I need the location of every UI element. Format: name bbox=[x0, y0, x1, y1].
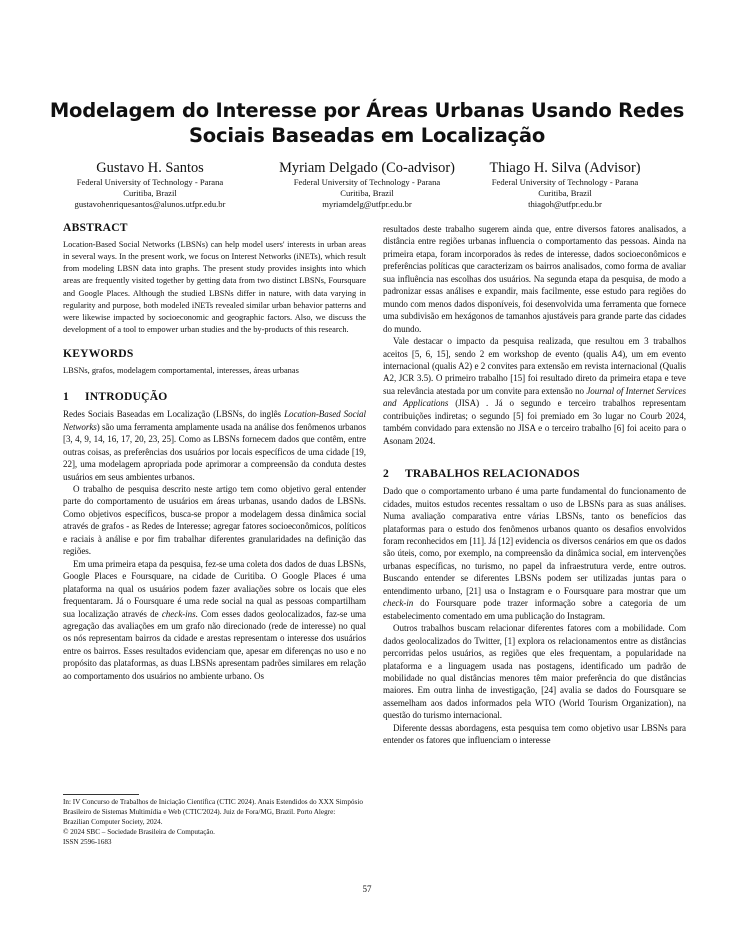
text-run: Redes Sociais Baseadas em Localização (LBSNs, do inglês bbox=[63, 409, 285, 420]
text-run: (JISA) . Já o segundo e terceiro trabalhos representam contribuições indiretas; o segundo [5] foi premiado em 3o lugar no Courb 2024, também convidado para extensão no JISA e o terceiro trabalho [6] foi aceito para o Asonam 2024. bbox=[383, 398, 686, 446]
page-number: 57 bbox=[362, 884, 372, 894]
related-paragraph-1 bbox=[383, 485, 686, 622]
text-emphasis: Location-Based Social Networks bbox=[63, 409, 366, 432]
author-name: Gustavo H. Santos bbox=[96, 160, 204, 176]
author-email: myriamdelg@utfpr.edu.br bbox=[322, 199, 412, 209]
section-number: 2 bbox=[383, 467, 389, 481]
author-email: thiagoh@utfpr.edu.br bbox=[528, 199, 602, 209]
related-paragraph-3: Diferente dessas abordagens, esta pesquisa tem como objetivo usar LBSNs para entender os fatores que influenciam o interesse bbox=[383, 722, 686, 746]
text-run: Vale destacar o impacto da pesquisa realizada, que resultou em 3 trabalhos aceitos [5, 6, 15], sendo 2 em workshop de evento (qualis A4), um em evento internacional (qualis A2) e 2 convites para extensão em revista internacional (Qualis A2, JCR 3.5). O primeiro trabalho [15] foi resultado direto da primeira etapa e teve sua relevância atestada por um convite para extensão no bbox=[383, 336, 686, 396]
section-title: INTRODUÇÃO bbox=[85, 390, 168, 404]
footnote-line: © 2024 SBC – Sociedade Brasileira de Computação. bbox=[63, 828, 215, 836]
related-paragraph-2: Outros trabalhos buscam relacionar diferentes fatores com a mobilidade. Com dados geolocalizados do Twitter, [1] explora os relacionamentos entre as distâncias percorridas pelos usuários, as regiões que eles frequentam, a popularidade na plataforma e a linguagem usada nas postagens, identificado um padrão de mobilidade no qual distâncias menores têm maior preferência do que distâncias maiores. Em outra linha de investigação, [24] avalia se dados do Foursquare se assemelham aos dados informados pela WTO (World Tourism Organization), na questão do turismo internacional. bbox=[383, 623, 686, 721]
text-emphasis: check-ins bbox=[161, 608, 196, 619]
section-1-heading bbox=[63, 390, 366, 404]
text-run: Em uma primeira etapa da pesquisa, fez-se uma coleta dos dados de duas LBSNs, Google Places e Foursquare, na cidade de Curitiba. O Google Places é uma plataforma na qual os usuários podem fazer avaliações sobre os locais que eles frequentaram. Já o Foursquare é uma rede social na qual as pessoas compartilham sua localização através de bbox=[63, 558, 366, 619]
author-affiliation: Federal University of Technology - Parana bbox=[491, 177, 639, 187]
section-2-heading bbox=[383, 467, 686, 481]
author-1 bbox=[50, 160, 250, 210]
section-title: TRABALHOS RELACIONADOS bbox=[405, 467, 580, 481]
right-column bbox=[383, 223, 686, 747]
abstract-text: Location-Based Social Networks (LBSNs) can help model users' interests in urban areas in several ways. In the present work, we focus on Interest Networks (iNETs), which result from modeling LBSN data into graphs. The present study provides insights into which areas are frequently visited together by getting data from two distinct LBSNs, Foursquare and Google Places. Although the studied LBSNs differ in nature, with data varying in regularity and purpose, both modeled iNETs revealed similar urban behavior patterns and were likewise impacted by socioeconomic and geographic factors. Also, we discuss the development of a tool to empower urban studies and the by-products of this research. bbox=[63, 240, 366, 335]
footnote-line: In: IV Concurso de Trabalhos de Iniciação Científica (CTIC 2024). Anais Estendidos do XXX Simpósio Brasileiro de Sistemas Multimídia e Web (CTIC'2024). Juiz de Fora/MG, Brazil. Porto Alegre: Brazilian Computer Society, 2024. bbox=[63, 798, 363, 826]
keywords-heading: KEYWORDS bbox=[63, 347, 134, 361]
text-run: ) são uma ferramenta amplamente usada na análise dos fenômenos urbanos [3, 4, 9, 14, 16, 17, 20, 23, 25]. Como as LBSNs fornecem dados que contêm, entre outras coisas, as preferências dos usuários por locais específicos de uma cidade [19, 22], uma modelagem apropriada pode aprimorar a compreensão da conduta destes usuários em seus ambientes urbanos. bbox=[63, 421, 366, 482]
author-city: Curitiba, Brazil bbox=[123, 188, 177, 198]
intro-paragraph-5 bbox=[383, 335, 686, 447]
left-column bbox=[63, 221, 366, 682]
intro-paragraph-4: resultados deste trabalho sugerem ainda que, entre diversos fatores analisados, a distância entre regiões urbanas influencia o comportamento das pessoas. Ainda na primeira etapa, foram incorporados às redes de interesse, dados socioeconômicos e preferências políticas que caracterizam os bairros analisados, como forma de avaliar sua influência nas escolhas dos usuários. Na segunda etapa da pesquisa, de modo a padronizar essas análises e expandir, mais facilmente, esse estudo para regiões do mundo com menos dados disponíveis, foi desenvolvida uma ferramenta que fornece uma subdivisão em hexágonos de tamanhos ajustáveis para grande parte das cidades do mundo. bbox=[383, 224, 686, 334]
footnote-line: ISSN 2596-1683 bbox=[63, 838, 112, 846]
text-run: Dado que o comportamento urbano é uma parte fundamental do funcionamento de cidades, muitos estudos recentes ressaltam o uso de LBSNs para as suas análises. Numa avaliação comparativa entre várias LBSNs, tanto os benefícios das plataformas para o estudo dos fenômenos urbanos quanto os desafios envolvidos foram reconhecidos em [11]. Já [12] evidencia os diversos cenários em que os dados são úteis, como, por exemplo, na compreensão da dinâmica social, em intervenções urbanas específicas, no turismo, no papel da infraestrutura verde, entre outros. Buscando entender se diferentes LBSNs podem ser utilizadas juntas para o entendimento urbano, [21] usa o Instagram e o Foursquare para mostrar que um bbox=[383, 486, 686, 596]
text-run: do Foursquare pode trazer informação sobre a categoria de um estabelecimento comentado em uma publicação do Instagram. bbox=[383, 598, 686, 621]
author-email: gustavohenriquesantos@alunos.utfpr.edu.br bbox=[74, 199, 226, 209]
text-emphasis: Journal of Internet Services and Applications bbox=[383, 385, 686, 409]
footnote bbox=[63, 797, 363, 847]
author-name: Thiago H. Silva (Advisor) bbox=[489, 160, 641, 176]
author-city: Curitiba, Brazil bbox=[340, 188, 394, 198]
text-run: . Com esses dados geolocalizados, faz-se uma agregação das avaliações em um grafo não direcionado (rede de interesse) no qual os nós representam bairros da cidade e arestas representam o interesse dos usuários entre os bairros. Esses resultados evidenciam que, apesar em diferenças no uso e no propósito das plataformas, as duas LBSNs apresentam padrões similares em relação ao comportamento dos usuários no ambiente urbano. Os bbox=[63, 608, 366, 681]
author-name: Myriam Delgado (Co-advisor) bbox=[279, 160, 455, 176]
keywords-text: LBSNs, grafos, modelagem comportamental, interesses, áreas urbanas bbox=[63, 366, 299, 376]
paper-title: Modelagem do Interesse por Áreas Urbanas Usando Redes Sociais Baseadas em Localização bbox=[49, 99, 685, 147]
intro-paragraph-1 bbox=[63, 408, 366, 483]
section-number: 1 bbox=[63, 390, 69, 404]
author-3 bbox=[465, 160, 665, 210]
author-affiliation: Federal University of Technology - Parana bbox=[76, 177, 224, 187]
author-city: Curitiba, Brazil bbox=[538, 188, 592, 198]
intro-paragraph-2: O trabalho de pesquisa descrito neste artigo tem como objetivo geral entender parte do comportamento de usuários em áreas urbanas, usando dados de LBSNs. Como objetivos específicos, busca-se propor a modelagem dessa dinâmica social através de grafos - as Redes de Interesse; agregar fatores socioeconômicos, políticos e raciais à análise e por fim trabalhar diferentes granularidades na definição das regiões. bbox=[63, 483, 366, 557]
footnote-rule bbox=[63, 794, 139, 795]
author-affiliation: Federal University of Technology - Parana bbox=[293, 177, 441, 187]
intro-paragraph-3 bbox=[63, 558, 366, 683]
author-2 bbox=[267, 160, 467, 210]
text-emphasis: check-in bbox=[383, 598, 414, 609]
abstract-heading: ABSTRACT bbox=[63, 221, 128, 234]
